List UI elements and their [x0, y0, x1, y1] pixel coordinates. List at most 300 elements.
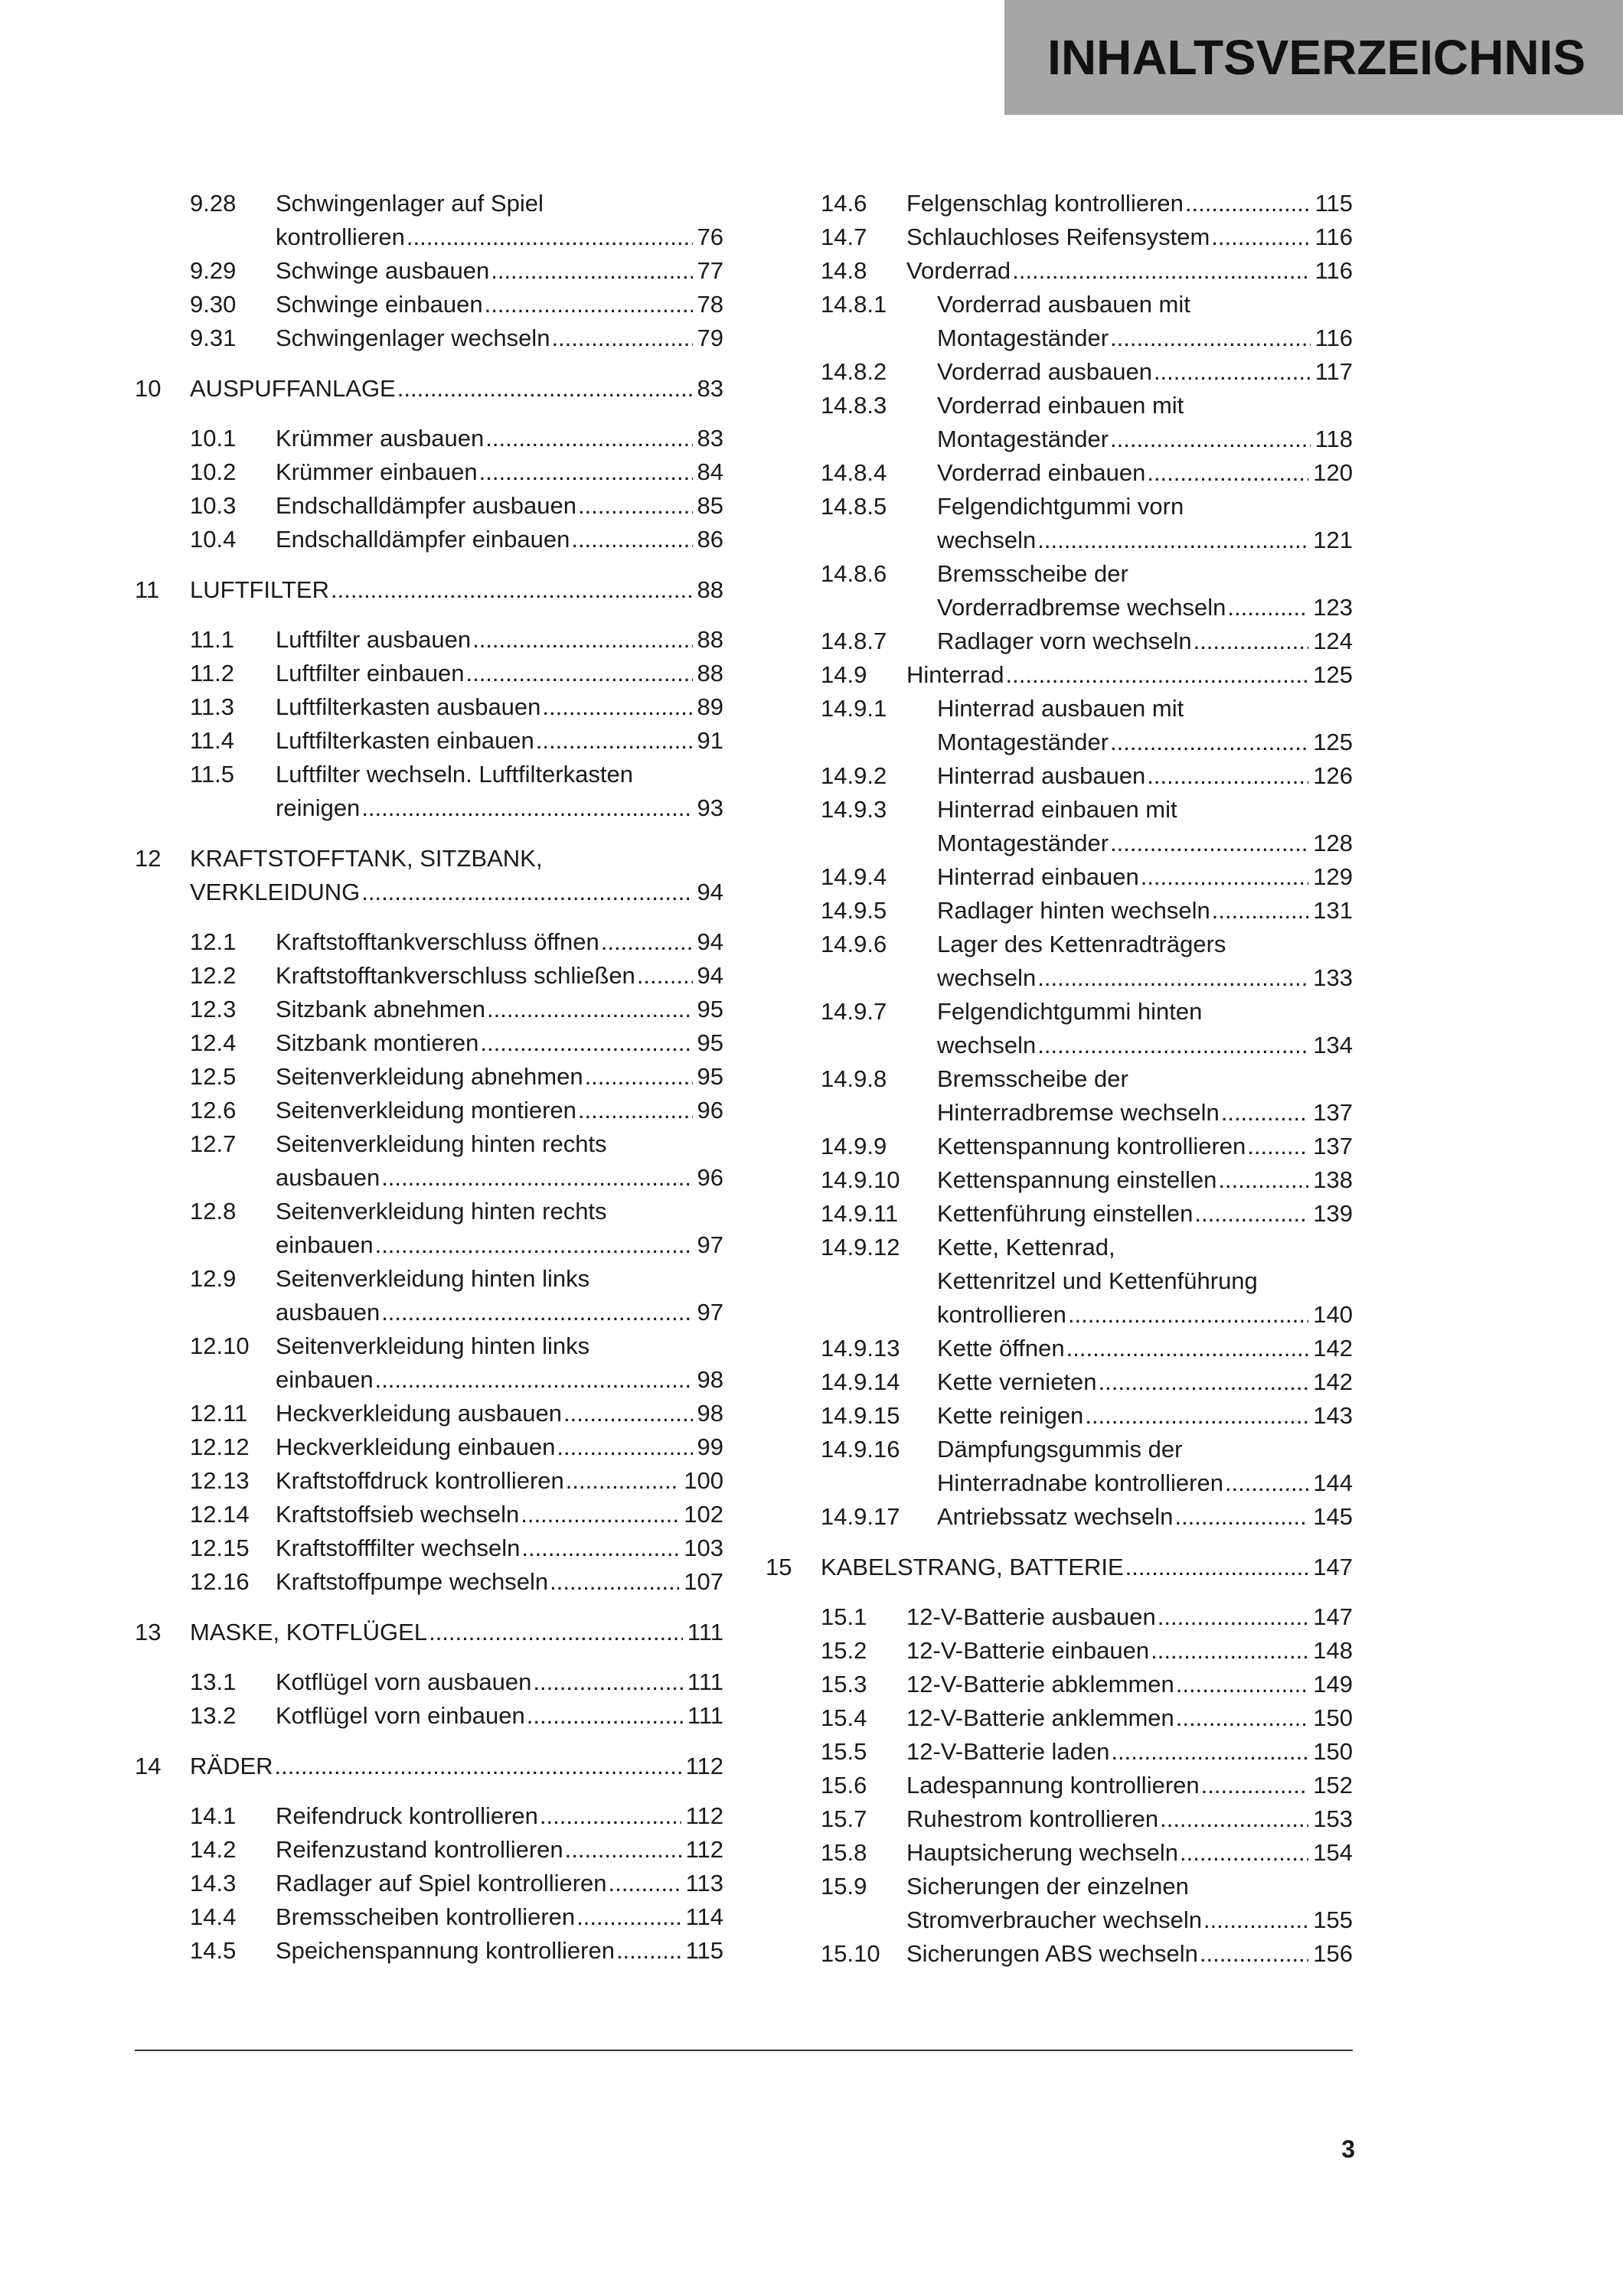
- toc-title: einbauen: [276, 1366, 374, 1393]
- toc-number: 14.1: [190, 1802, 237, 1829]
- toc-title: Luftfilterkasten einbauen: [276, 727, 534, 754]
- toc-page-number: 107: [684, 1568, 723, 1595]
- dot-leader: [464, 657, 692, 690]
- toc-entry[interactable]: [766, 1163, 1353, 1197]
- dot-leader: [562, 1397, 693, 1430]
- toc-number: 12.8: [190, 1198, 237, 1225]
- toc-title: Kettenspannung einstellen: [937, 1166, 1217, 1193]
- toc-entry[interactable]: [135, 1900, 723, 1934]
- toc-title-line: Hinterrad einbauen mit: [937, 796, 1177, 823]
- dot-leader: [576, 1094, 693, 1127]
- toc-page-number: 116: [1314, 325, 1353, 351]
- toc-page-number: 139: [1313, 1200, 1353, 1227]
- toc-entry[interactable]: [135, 1262, 723, 1329]
- toc-page-number: 112: [685, 1836, 723, 1863]
- toc-entry[interactable]: [135, 724, 723, 758]
- dot-leader: [489, 254, 692, 288]
- toc-title: reinigen: [276, 794, 361, 821]
- toc-entry[interactable]: [766, 894, 1353, 928]
- toc-entry[interactable]: [135, 1867, 723, 1900]
- toc-entry[interactable]: [135, 254, 723, 288]
- toc-entry[interactable]: [135, 1397, 723, 1430]
- toc-title: 12-V-Batterie einbauen: [906, 1637, 1150, 1664]
- toc-title: Hinterrad einbauen: [937, 863, 1139, 890]
- toc-title: Radlager hinten wechseln: [937, 897, 1210, 924]
- toc-entry[interactable]: [766, 1399, 1353, 1433]
- toc-entry[interactable]: [766, 490, 1353, 557]
- toc-page-number: 79: [697, 325, 723, 351]
- toc-number: 14.9.12: [821, 1234, 900, 1261]
- toc-entry[interactable]: [766, 1231, 1353, 1332]
- toc-title: Montageständer: [937, 325, 1109, 351]
- toc-entry[interactable]: [766, 759, 1353, 793]
- dot-leader: [484, 422, 692, 455]
- dot-leader: [380, 1296, 692, 1329]
- toc-number: 9.31: [190, 325, 237, 351]
- toc-title: kontrollieren: [937, 1301, 1066, 1328]
- toc-title: einbauen: [276, 1231, 374, 1258]
- toc-entry[interactable]: [766, 1197, 1353, 1231]
- toc-chapter[interactable]: [135, 573, 723, 607]
- toc-title: Bremsscheiben kontrollieren: [276, 1903, 576, 1930]
- dot-leader: [635, 959, 693, 993]
- toc-title: wechseln: [937, 527, 1037, 553]
- toc-number: 14.6: [821, 190, 867, 217]
- toc-chapter[interactable]: [766, 1551, 1353, 1584]
- toc-number: 14.8.4: [821, 459, 887, 486]
- toc-page-number: 124: [1313, 628, 1353, 654]
- toc-page-number: 95: [697, 1063, 723, 1090]
- toc-entry[interactable]: [135, 1195, 723, 1262]
- toc-page-number: 85: [697, 492, 723, 519]
- dot-leader: [1109, 726, 1308, 759]
- toc-entry[interactable]: [135, 1699, 723, 1733]
- dot-leader: [1065, 1332, 1309, 1365]
- toc-page-number: 83: [697, 425, 723, 452]
- toc-entry[interactable]: [135, 758, 723, 825]
- toc-title-line: Schwingenlager auf Spiel: [276, 190, 544, 217]
- dot-leader: [360, 791, 692, 825]
- toc-entry[interactable]: [766, 692, 1353, 759]
- dot-leader: [1083, 1399, 1308, 1433]
- toc-number: 14: [135, 1753, 162, 1779]
- toc-page-number: 97: [697, 1299, 723, 1326]
- toc-number: 14.9.1: [821, 695, 887, 722]
- toc-title: Radlager auf Spiel kontrollieren: [276, 1870, 607, 1896]
- toc-title: Kettenführung einstellen: [937, 1200, 1194, 1227]
- toc-number: 9.30: [190, 291, 237, 318]
- toc-number: 14.9.11: [821, 1200, 899, 1227]
- dot-leader: [1210, 220, 1310, 254]
- toc-entry[interactable]: [135, 1565, 723, 1599]
- toc-number: 10.4: [190, 526, 237, 553]
- toc-entry[interactable]: [766, 355, 1353, 389]
- toc-number: 12.11: [190, 1400, 248, 1427]
- toc-page-number: 86: [697, 526, 723, 553]
- toc-number: 12.2: [190, 962, 237, 989]
- toc-page-number: 144: [1313, 1469, 1353, 1496]
- toc-page-number: 142: [1313, 1368, 1353, 1395]
- toc-number: 10.1: [190, 425, 237, 452]
- toc-title-line: Felgendichtgummi vorn: [937, 493, 1184, 520]
- toc-entry[interactable]: [135, 1498, 723, 1531]
- dot-leader: [374, 1363, 693, 1397]
- toc-entry[interactable]: [766, 1735, 1353, 1769]
- toc-page-number: 156: [1313, 1940, 1353, 1967]
- toc-title-line: Dämpfungsgummis der: [937, 1436, 1183, 1463]
- toc-entry[interactable]: [135, 1026, 723, 1060]
- toc-title-line: Vorderrad ausbauen mit: [937, 291, 1190, 318]
- toc-number: 15: [766, 1554, 792, 1580]
- toc-title: Seitenverkleidung montieren: [276, 1097, 576, 1124]
- dot-leader: [1202, 1903, 1308, 1937]
- toc-title: wechseln: [937, 964, 1037, 991]
- toc-entry[interactable]: [766, 1802, 1353, 1836]
- toc-entry[interactable]: [766, 995, 1353, 1062]
- toc-title: 12-V-Batterie abklemmen: [906, 1671, 1174, 1698]
- dot-leader: [380, 1161, 692, 1195]
- toc-page-number: 116: [1314, 223, 1353, 250]
- toc-title: Sitzbank abnehmen: [276, 996, 486, 1022]
- dot-leader: [540, 690, 692, 724]
- toc-entry[interactable]: [766, 1870, 1353, 1937]
- toc-title: kontrollieren: [276, 223, 405, 250]
- toc-title: Vorderrad: [906, 257, 1011, 284]
- toc-chapter[interactable]: [135, 842, 723, 909]
- toc-title: VERKLEIDUNG: [190, 879, 361, 905]
- toc-number: 12.15: [190, 1534, 250, 1561]
- dot-leader: [1220, 1096, 1309, 1130]
- toc-number: 11: [135, 576, 160, 603]
- dot-leader: [555, 1430, 692, 1464]
- toc-page-number: 94: [697, 962, 723, 989]
- page-title: INHALTSVERZEICHNIS: [1047, 30, 1585, 85]
- dot-leader: [1004, 658, 1309, 692]
- toc-title: Schlauchloses Reifensystem: [906, 223, 1210, 250]
- toc-page-number: 147: [1313, 1554, 1353, 1580]
- toc-number: 14.4: [190, 1903, 237, 1930]
- dot-leader: [1109, 422, 1311, 456]
- toc-title: Radlager vorn wechseln: [937, 628, 1192, 654]
- toc-number: 15.5: [821, 1738, 867, 1765]
- toc-entry[interactable]: [766, 1769, 1353, 1802]
- dot-leader: [1011, 254, 1310, 288]
- toc-title-line: Luftfilter wechseln. Luftfilterkasten: [276, 761, 633, 788]
- toc-entry[interactable]: [766, 220, 1353, 254]
- dot-leader: [531, 1665, 683, 1699]
- toc-page-number: 148: [1313, 1637, 1353, 1664]
- toc-entry[interactable]: [135, 1665, 723, 1699]
- toc-number: 15.6: [821, 1772, 867, 1799]
- toc-entry[interactable]: [135, 489, 723, 523]
- toc-page-number: 133: [1313, 964, 1353, 991]
- dot-leader: [1193, 1197, 1308, 1231]
- toc-title: Hinterradnabe kontrollieren: [937, 1469, 1223, 1496]
- toc-title: Kette reinigen: [937, 1402, 1084, 1429]
- toc-title: AUSPUFFANLAGE: [190, 375, 396, 402]
- dot-leader: [427, 1616, 683, 1649]
- toc-number: 11.1: [190, 626, 235, 653]
- toc-entry[interactable]: [135, 1531, 723, 1565]
- toc-number: 15.8: [821, 1839, 867, 1866]
- toc-entry[interactable]: [135, 1833, 723, 1867]
- toc-number: 14.9.5: [821, 897, 887, 924]
- toc-entry[interactable]: [766, 1433, 1353, 1500]
- toc-title: Kotflügel vorn ausbauen: [276, 1668, 532, 1695]
- toc-page-number: 128: [1313, 830, 1353, 856]
- toc-entry[interactable]: [135, 1094, 723, 1127]
- dot-leader: [485, 993, 692, 1026]
- toc-number: 14.8.6: [821, 560, 887, 587]
- toc-page-number: 114: [685, 1903, 723, 1930]
- toc-title: Montageständer: [937, 830, 1109, 856]
- toc-page-number: 137: [1313, 1133, 1353, 1159]
- header-bar: [1004, 0, 1623, 115]
- toc-entry[interactable]: [766, 254, 1353, 288]
- toc-column-right: [766, 187, 1353, 1971]
- toc-entry[interactable]: [766, 1500, 1353, 1534]
- toc-page-number: 137: [1313, 1099, 1353, 1126]
- dot-leader: [1210, 894, 1309, 928]
- toc-title: Kettenspannung kontrollieren: [937, 1133, 1246, 1159]
- toc-page-number: 150: [1313, 1704, 1353, 1731]
- toc-entry[interactable]: [766, 1332, 1353, 1365]
- toc-entry[interactable]: [766, 1130, 1353, 1163]
- toc-page-number: 149: [1313, 1671, 1353, 1698]
- toc-number: 14.9.10: [821, 1166, 900, 1193]
- toc-title: 12-V-Batterie laden: [906, 1738, 1110, 1765]
- toc-title: Sitzbank montieren: [276, 1029, 479, 1056]
- page-number: 3: [1341, 2135, 1355, 2163]
- toc-entry[interactable]: [766, 288, 1353, 355]
- toc-number: 11.5: [190, 761, 235, 788]
- dot-leader: [1156, 1600, 1309, 1634]
- toc-title-line: Vorderrad einbauen mit: [937, 392, 1184, 419]
- toc-entry[interactable]: [135, 959, 723, 993]
- toc-page-number: 138: [1313, 1166, 1353, 1193]
- toc-page-number: 88: [697, 626, 723, 653]
- toc-page-number: 88: [697, 660, 723, 687]
- toc-title: Schwinge ausbauen: [276, 257, 490, 284]
- toc-entry[interactable]: [135, 1934, 723, 1968]
- toc-entry[interactable]: [135, 690, 723, 724]
- toc-entry[interactable]: [135, 1329, 723, 1397]
- toc-entry[interactable]: [135, 1127, 723, 1195]
- toc-page-number: 117: [1314, 358, 1353, 385]
- toc-title: Kraftstofffilter wechseln: [276, 1534, 521, 1561]
- toc-number: 14.8.1: [821, 291, 887, 318]
- toc-title: Kraftstofftankverschluss schließen: [276, 962, 635, 989]
- toc-title: Kotflügel vorn einbauen: [276, 1702, 525, 1729]
- toc-page-number: 113: [685, 1870, 723, 1896]
- dot-leader: [519, 1498, 679, 1531]
- toc-entry[interactable]: [135, 1799, 723, 1833]
- toc-entry[interactable]: [135, 925, 723, 959]
- toc-page-number: 129: [1313, 863, 1353, 890]
- dot-leader: [583, 1060, 693, 1094]
- toc-column-left: [135, 187, 723, 1968]
- toc-number: 14.9.3: [821, 796, 887, 823]
- toc-page-number: 95: [697, 1029, 723, 1056]
- toc-entry[interactable]: [766, 1937, 1353, 1971]
- toc-page-number: 102: [684, 1501, 723, 1528]
- toc-title: Endschalldämpfer einbauen: [276, 526, 570, 553]
- toc-entry[interactable]: [766, 1701, 1353, 1735]
- toc-number: 12.1: [190, 928, 237, 955]
- toc-entry[interactable]: [766, 625, 1353, 658]
- toc-entry[interactable]: [135, 993, 723, 1026]
- toc-entry[interactable]: [135, 288, 723, 321]
- dot-leader: [471, 623, 692, 657]
- toc-page-number: 145: [1313, 1503, 1353, 1530]
- toc-number: 12.4: [190, 1029, 237, 1056]
- toc-page-number: 111: [687, 1619, 723, 1645]
- toc-entry[interactable]: [135, 623, 723, 657]
- toc-chapter[interactable]: [135, 1616, 723, 1649]
- toc-number: 14.8.5: [821, 493, 887, 520]
- toc-number: 9.29: [190, 257, 237, 284]
- toc-entry[interactable]: [135, 321, 723, 355]
- toc-number: 10.2: [190, 458, 237, 485]
- toc-title: Vorderradbremse wechseln: [937, 594, 1226, 621]
- toc-title: ausbauen: [276, 1164, 380, 1191]
- toc-title: Montageständer: [937, 426, 1109, 452]
- toc-title: Hauptsicherung wechseln: [906, 1839, 1178, 1866]
- toc-title: Kraftstoffpumpe wechseln: [276, 1568, 549, 1595]
- toc-page-number: 111: [687, 1702, 723, 1729]
- toc-entry[interactable]: [766, 1365, 1353, 1399]
- toc-number: 14.8: [821, 257, 867, 284]
- toc-entry[interactable]: [135, 1464, 723, 1498]
- toc-number: 12.6: [190, 1097, 237, 1124]
- toc-title: Krümmer ausbauen: [276, 425, 485, 452]
- toc-page-number: 123: [1313, 594, 1353, 621]
- toc-entry[interactable]: [766, 1600, 1353, 1634]
- dot-leader: [615, 1934, 681, 1968]
- toc-title: Felgenschlag kontrollieren: [906, 190, 1184, 217]
- toc-page-number: 93: [697, 794, 723, 821]
- toc-entry[interactable]: [766, 658, 1353, 692]
- toc-entry[interactable]: [135, 422, 723, 455]
- dot-leader: [563, 1833, 681, 1867]
- toc-title: RÄDER: [190, 1753, 273, 1779]
- toc-page-number: 89: [697, 693, 723, 720]
- toc-title: Kette vernieten: [937, 1368, 1097, 1395]
- toc-title: Kraftstofftankverschluss öffnen: [276, 928, 599, 955]
- dot-leader: [1178, 1836, 1308, 1870]
- toc-number: 9.28: [190, 190, 237, 217]
- toc-entry[interactable]: [766, 793, 1353, 860]
- toc-number: 14.2: [190, 1836, 237, 1863]
- toc-entry[interactable]: [135, 1430, 723, 1464]
- dot-leader: [1124, 1551, 1309, 1584]
- toc-entry[interactable]: [766, 1062, 1353, 1130]
- toc-page-number: 77: [697, 257, 723, 284]
- toc-page-number: 94: [697, 879, 723, 905]
- dot-leader: [525, 1699, 683, 1733]
- toc-entry[interactable]: [135, 523, 723, 556]
- dot-leader: [1149, 1634, 1308, 1668]
- dot-leader: [1226, 591, 1308, 625]
- dot-leader: [520, 1531, 679, 1565]
- toc-number: 15.2: [821, 1637, 867, 1664]
- toc-number: 14.8.2: [821, 358, 887, 385]
- dot-leader: [534, 724, 693, 758]
- toc-number: 12.14: [190, 1501, 250, 1528]
- toc-title: Hinterrad: [906, 661, 1004, 688]
- toc-chapter[interactable]: [135, 1750, 723, 1783]
- toc-entry[interactable]: [766, 1836, 1353, 1870]
- dot-leader: [483, 288, 693, 321]
- toc-title: Ruhestrom kontrollieren: [906, 1805, 1159, 1832]
- toc-number: 14.9.16: [821, 1436, 900, 1463]
- toc-entry[interactable]: [135, 455, 723, 489]
- toc-title: Hinterradbremse wechseln: [937, 1099, 1220, 1126]
- toc-number: 14.9: [821, 661, 867, 688]
- toc-number: 14.9.4: [821, 863, 887, 890]
- toc-number: 11.4: [190, 727, 235, 754]
- toc-entry[interactable]: [766, 1634, 1353, 1668]
- toc-entry[interactable]: [766, 928, 1353, 995]
- toc-entry[interactable]: [135, 187, 723, 254]
- toc-entry[interactable]: [766, 860, 1353, 894]
- toc-number: 12.5: [190, 1063, 237, 1090]
- toc-title: Ladespannung kontrollieren: [906, 1772, 1200, 1799]
- dot-leader: [1192, 625, 1309, 658]
- toc-entry[interactable]: [766, 187, 1353, 220]
- toc-entry[interactable]: [766, 557, 1353, 625]
- toc-title: Heckverkleidung ausbauen: [276, 1400, 562, 1427]
- toc-page-number: 121: [1313, 527, 1353, 553]
- dot-leader: [1158, 1802, 1308, 1836]
- toc-entry[interactable]: [135, 1060, 723, 1094]
- toc-page-number: 103: [684, 1534, 723, 1561]
- toc-title: Heckverkleidung einbauen: [276, 1433, 556, 1460]
- toc-title: Kraftstoffsieb wechseln: [276, 1501, 520, 1528]
- toc-number: 13.2: [190, 1702, 237, 1729]
- toc-page-number: 98: [697, 1400, 723, 1427]
- toc-entry[interactable]: [766, 456, 1353, 490]
- toc-title-line: Seitenverkleidung hinten rechts: [276, 1130, 607, 1157]
- toc-entry[interactable]: [766, 1668, 1353, 1701]
- toc-page-number: 88: [697, 576, 723, 603]
- toc-number: 12.12: [190, 1433, 250, 1460]
- toc-entry[interactable]: [135, 657, 723, 690]
- toc-number: 15.4: [821, 1704, 867, 1731]
- dot-leader: [478, 455, 693, 489]
- toc-page-number: 96: [697, 1097, 723, 1124]
- toc-number: 12.13: [190, 1467, 250, 1494]
- dot-leader: [478, 1026, 692, 1060]
- toc-title: Vorderrad einbauen: [937, 459, 1146, 486]
- dot-leader: [273, 1750, 681, 1783]
- toc-number: 12.16: [190, 1568, 250, 1595]
- toc-title: Antriebssatz wechseln: [937, 1503, 1174, 1530]
- toc-page-number: 83: [697, 375, 723, 402]
- toc-page-number: 95: [697, 996, 723, 1022]
- toc-page-number: 112: [685, 1802, 723, 1829]
- toc-number: 14.9.6: [821, 931, 887, 957]
- toc-entry[interactable]: [766, 389, 1353, 456]
- toc-page-number: 91: [697, 727, 723, 754]
- dot-leader: [1173, 1500, 1308, 1534]
- toc-number: 15.7: [821, 1805, 867, 1832]
- toc-page-number: 152: [1313, 1772, 1353, 1799]
- toc-chapter[interactable]: [135, 372, 723, 406]
- dot-leader: [607, 1867, 681, 1900]
- toc-title-line: Seitenverkleidung hinten rechts: [276, 1198, 607, 1225]
- toc-page-number: 84: [697, 458, 723, 485]
